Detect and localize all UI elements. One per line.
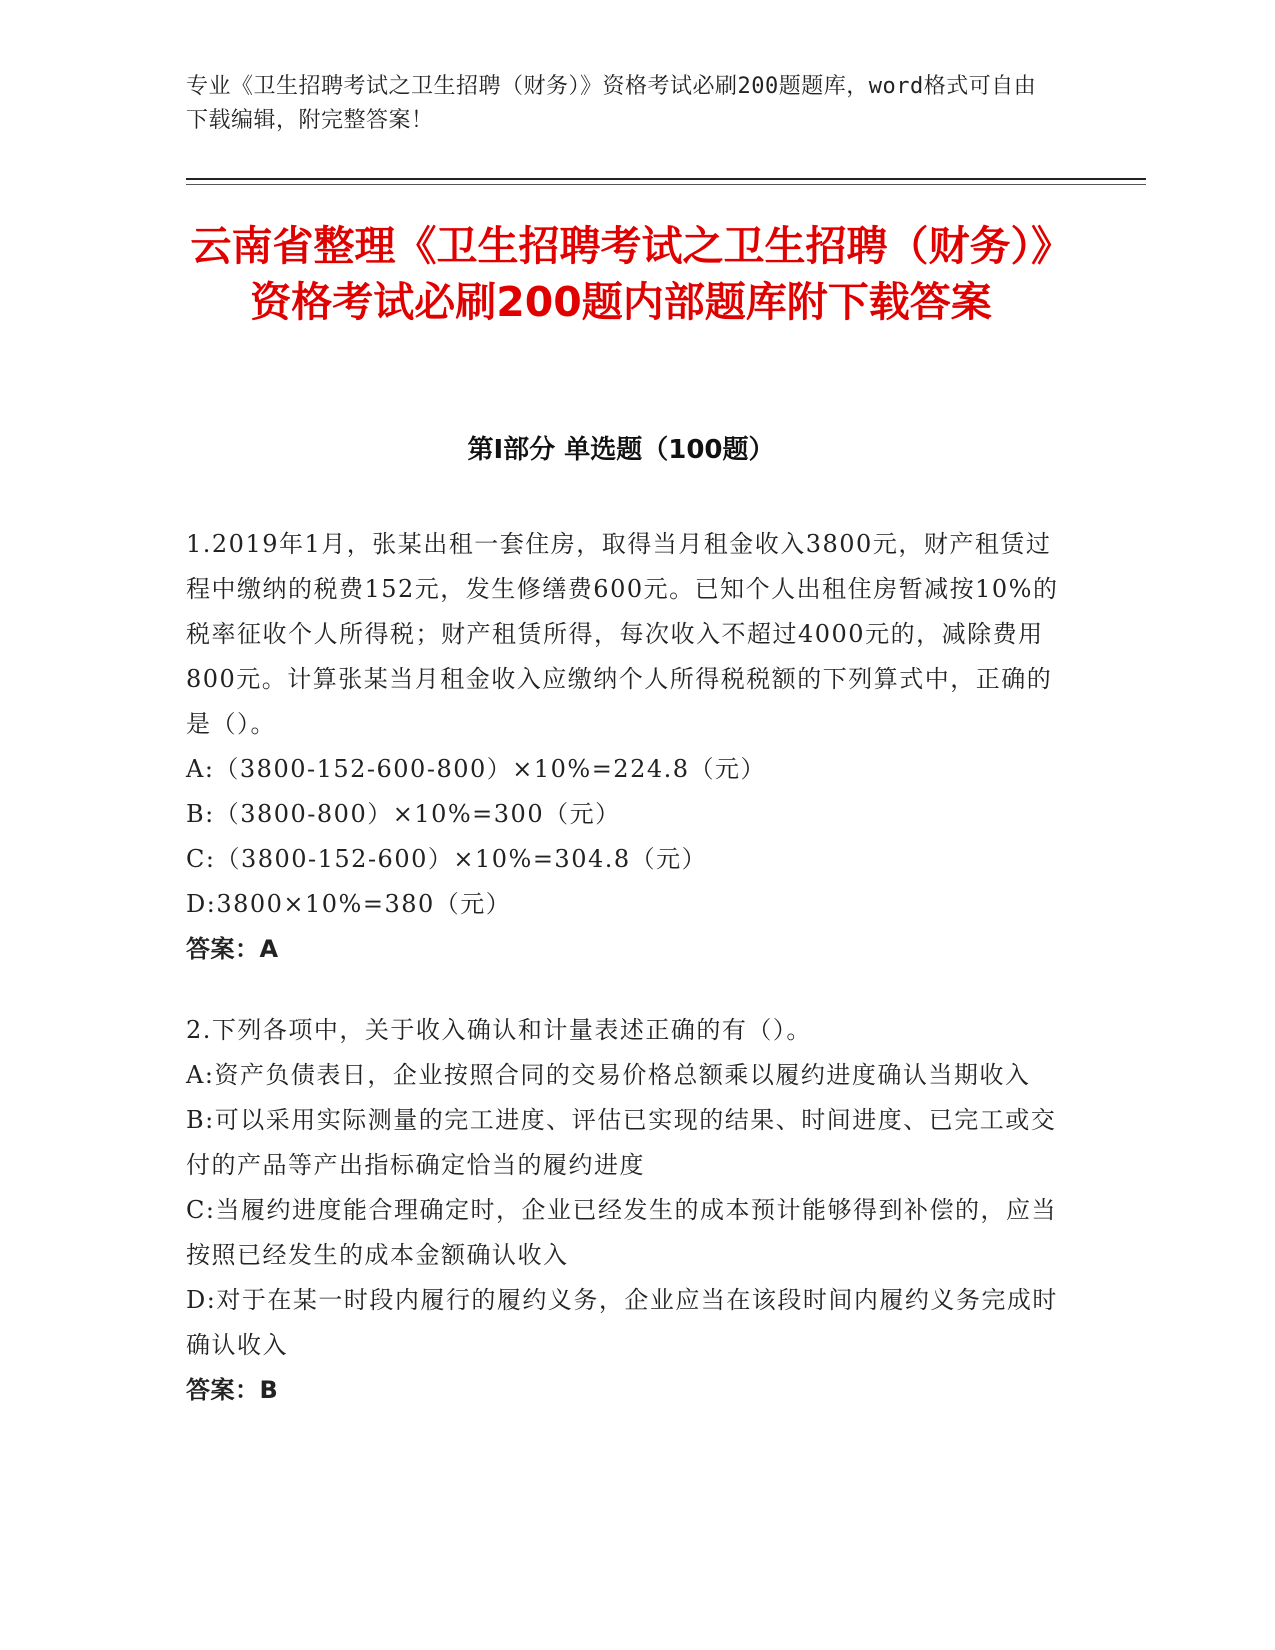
option-b: B:可以采用实际测量的完工进度、评估已实现的结果、时间进度、已完工或交付的产品等产出指标确定恰当的履约进度 [186,1106,1057,1179]
question-text: 2.下列各项中，关于收入确认和计量表述正确的有（）。 [186,1016,812,1044]
question-2 [186,1008,1066,1413]
header-note: 专业《卫生招聘考试之卫生招聘（财务）》资格考试必刷200题题库，word格式可自由下载编辑，附完整答案！ [186,74,1037,133]
document-title: 云南省整理《卫生招聘考试之卫生招聘（财务）》资格考试必刷200题内部题库附下载答案 [190,222,1052,326]
option-d: D:3800×10%=380（元） [186,890,512,918]
option-c: C:当履约进度能合理确定时，企业已经发生的成本预计能够得到补偿的，应当按照已经发生的成本金额确认收入 [186,1196,1057,1269]
question-text: 1.2019年1月，张某出租一套住房，取得当月租金收入3800元，财产租赁过程中缴纳的税费152元，发生修缮费600元。已知个人出租住房暂减按10%的税率征收个人所得税；财产租赁所得，每次收入不超过4000元的，减除费用800元。计算张某当月租金收入应缴纳个人所得税税额的下列算式中，正确的是（）。 [186,530,1059,738]
section-heading: 第Ⅰ部分 单选题（100题） [467,435,775,465]
option-a: A:（3800-152-600-800）×10%=224.8（元） [186,755,767,783]
answer: 答案：B [186,1376,279,1404]
option-b: B:（3800-800）×10%=300（元） [186,800,621,828]
answer: 答案：A [186,935,279,963]
option-a: A:资产负债表日，企业按照合同的交易价格总额乘以履约进度确认当期收入 [186,1061,1031,1089]
header-divider-thin [186,184,1146,185]
header-divider-thick [186,178,1146,180]
question-1 [186,522,1066,972]
option-d: D:对于在某一时段内履行的履约义务，企业应当在该段时间内履约义务完成时确认收入 [186,1286,1058,1359]
option-c: C:（3800-152-600）×10%=304.8（元） [186,845,708,873]
